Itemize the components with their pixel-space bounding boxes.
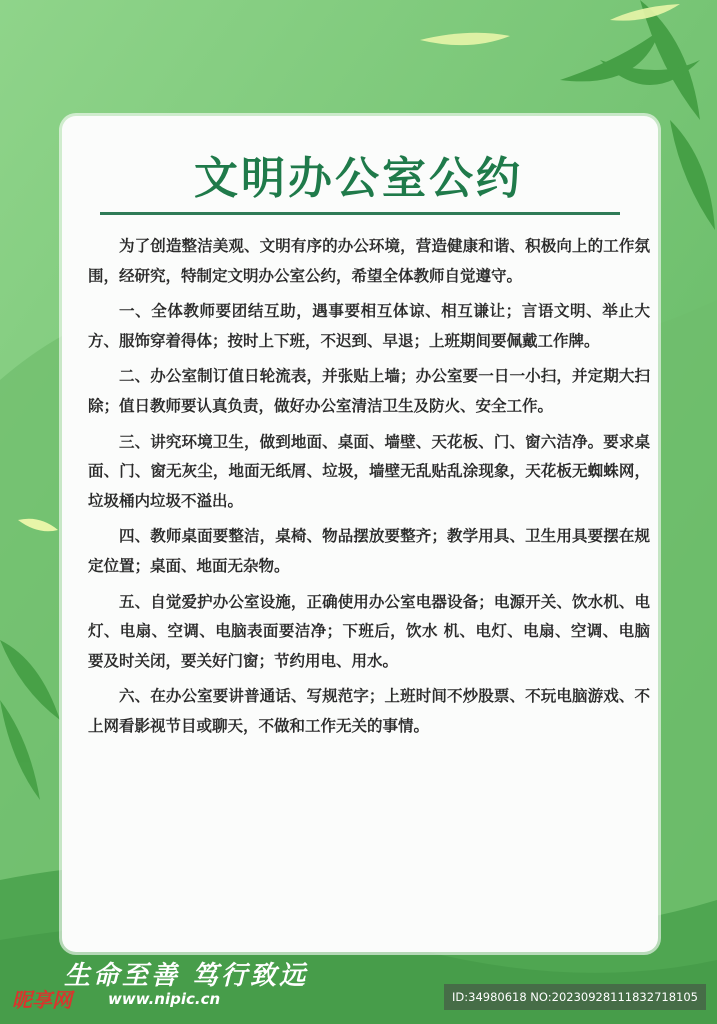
regulation-text <box>88 232 650 748</box>
site-logo: 昵享网 <box>12 988 72 1012</box>
title-divider <box>100 212 620 215</box>
slogan: 生命至善 笃行致远 <box>64 961 309 991</box>
page-title: 文明办公室公约 <box>194 153 523 204</box>
rule-item-3: 三、讲究环境卫生，做到地面、桌面、墙壁、天花板、门、窗六洁净。要求桌面、门、窗无灰尘，地面无纸屑、垃圾，墙壁无乱贴乱涂现象，天花板无蜘蛛网，垃圾桶内垃圾不溢出。 <box>88 432 650 510</box>
rule-item-5: 五、自觉爱护办公室设施，正确使用办公室电器设备；电源开关、饮水机、电灯、电扇、空调、电脑表面要洁净；下班后，饮水 机、电灯、电扇、空调、电脑要及时关闭，要关好门窗；节约用电、用水。 <box>88 592 650 670</box>
rule-item-2: 二、办公室制订值日轮流表，并张贴上墙；办公室要一日一小扫，并定期大扫除；值日教师要认真负责，做好办公室清洁卫生及防火、安全工作。 <box>88 367 650 415</box>
rule-item-4: 四、教师桌面要整洁，桌椅、物品摆放要整齐；教学用具、卫生用具要摆在规定位置；桌面、地面无杂物。 <box>88 527 650 575</box>
site-url: www.nipic.cn <box>108 990 221 1008</box>
rule-item-1: 一、全体教师要团结互助，遇事要相互体谅、相互谦让；言语文明、举止大方、服饰穿着得体；按时上下班，不迟到、早退；上班期间要佩戴工作牌。 <box>88 302 650 350</box>
intro-paragraph: 为了创造整洁美观、文明有序的办公环境，营造健康和谐、积极向上的工作氛围，经研究，特制定文明办公室公约，希望全体教师自觉遵守。 <box>88 237 650 285</box>
rule-item-6: 六、在办公室要讲普通话、写规范字；上班时间不炒股票、不玩电脑游戏、不上网看影视节目或聊天，不做和工作无关的事情。 <box>88 687 650 735</box>
image-id-badge: ID:34980618 NO:20230928111832718105 <box>444 984 706 1010</box>
